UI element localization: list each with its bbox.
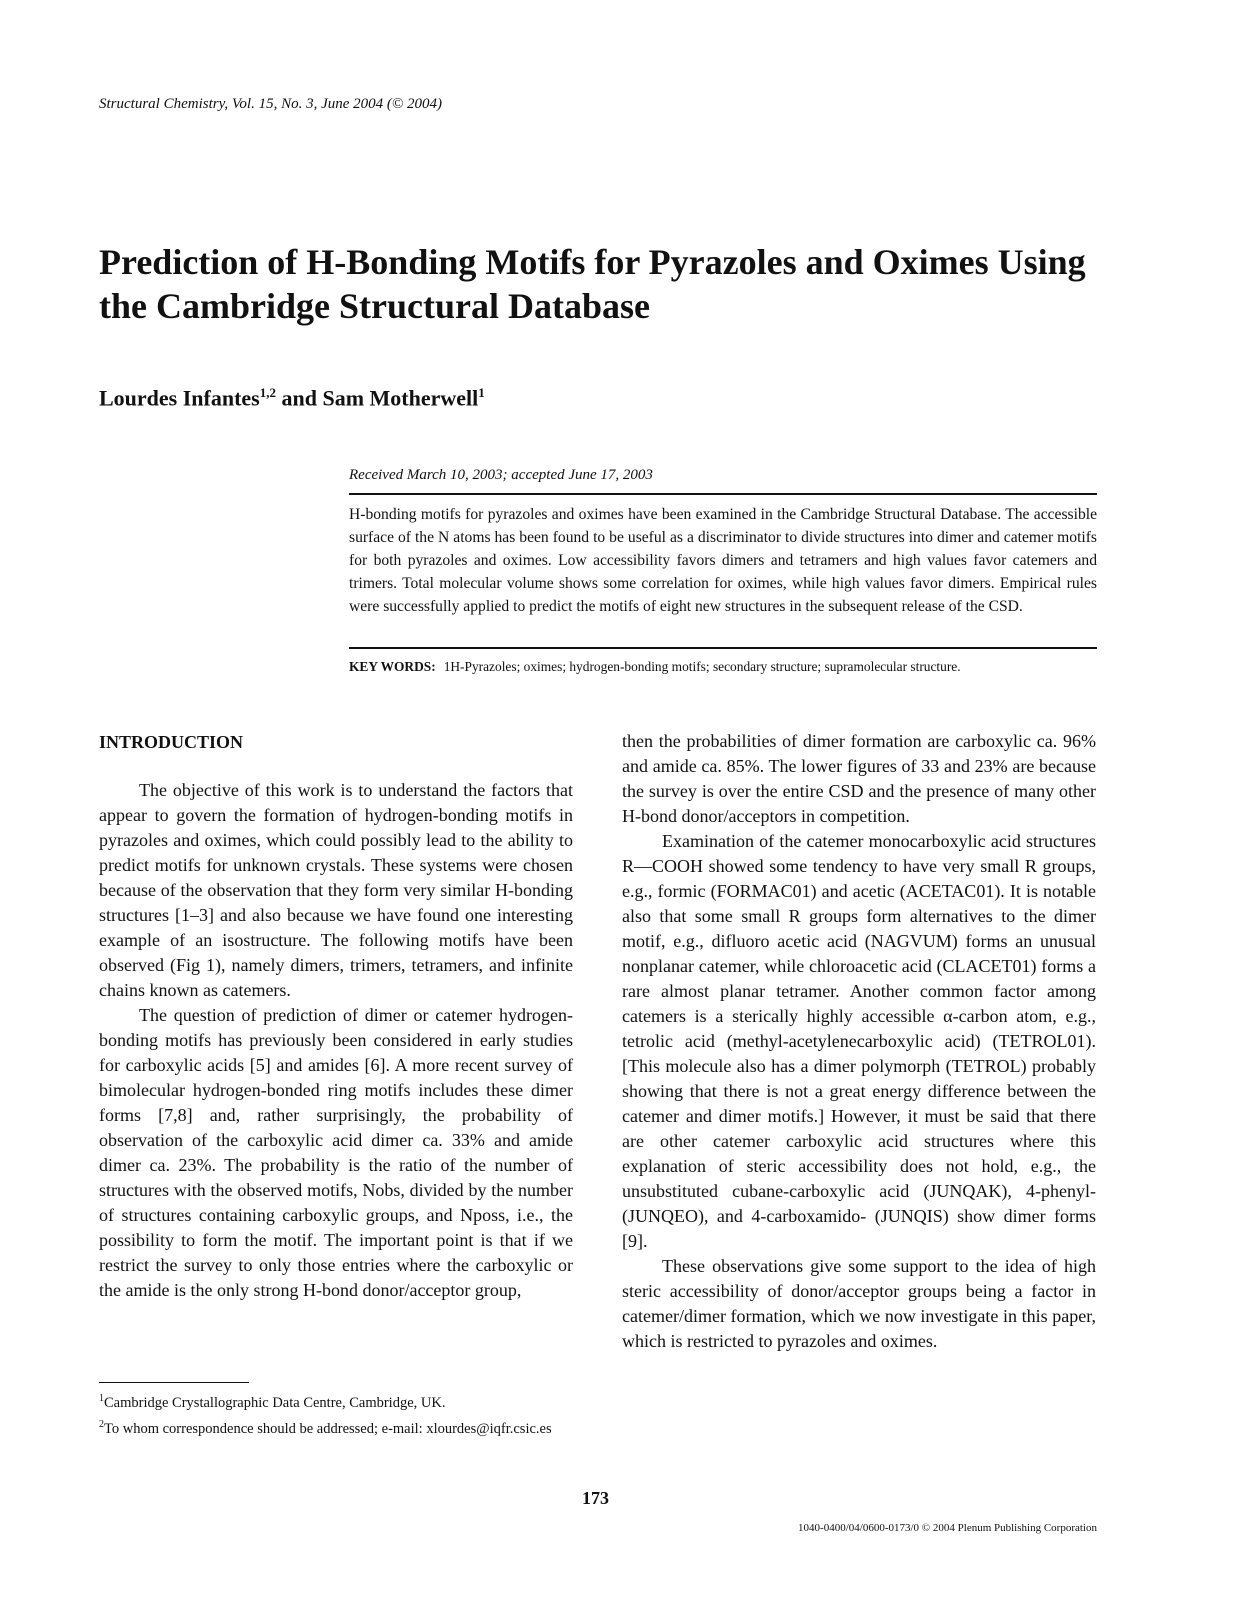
affiliation-mark: 1,2	[259, 385, 276, 400]
author-name: Sam Motherwell	[322, 385, 479, 411]
left-column	[99, 730, 573, 1303]
affiliation-mark: 1	[478, 385, 485, 400]
author-name: Lourdes Infantes	[99, 385, 260, 411]
abstract-bottom-rule	[349, 647, 1097, 649]
abstract-top-rule	[349, 493, 1097, 495]
paragraph: then the probabilities of dimer formation are carboxylic ca. 96% and amide ca. 85%. The lower figures of 33 and 23% are because the survey is over the entire CSD and the presence of many other H-bond donor/acceptors in competition.	[622, 731, 1096, 826]
abstract: H-bonding motifs for pyrazoles and oximes have been examined in the Cambridge Structural Database. The accessible surface of the N atoms has been found to be useful as a discriminator to divide structures into dimer and catemer motifs for both pyrazoles and oximes. Low accessibility favors dimers and tetramers and high values favor catemers and trimers. Total molecular volume shows some correlation for oximes, while high values favor dimers. Empirical rules were successfully applied to predict the motifs of eight new structures in the subsequent release of the CSD.	[349, 506, 1097, 615]
right-column	[622, 729, 1096, 1354]
section-heading: INTRODUCTION	[99, 732, 244, 752]
journal-citation: Structural Chemistry, Vol. 15, No. 3, June 2004 (© 2004)	[99, 96, 443, 112]
keywords-label: KEY WORDS:	[349, 659, 436, 674]
footnote-mark: 1	[99, 1393, 104, 1404]
footnote	[99, 1388, 573, 1414]
footnote-rule	[99, 1382, 249, 1383]
author-line	[99, 385, 485, 411]
paragraph: The question of prediction of dimer or catemer hydrogen-bonding motifs has previously been considered in early studies for carboxylic acids [5] and amides [6]. A more recent survey of bimolecular hydrogen-bonded ring motifs includes these dimer forms [7,8] and, rather surprisingly, the probability of observation of the carboxylic acid dimer ca. 33% and amide dimer ca. 23%. The probability is the ratio of the number of structures with the observed motifs, Nobs, divided by the number of structures containing carboxylic groups, and Nposs, i.e., the possibility to form the motif. The important point is that if we restrict the survey to only those entries where the carboxylic or the amide is the only strong H-bond donor/acceptor group,	[99, 1005, 573, 1300]
paragraph: These observations give some support to the idea of high steric accessibility of donor/acceptor groups being a factor in catemer/dimer formation, which we now investigate in this paper, which is restricted to pyrazoles and oximes.	[622, 1256, 1096, 1351]
footnote-mark: 2	[99, 1418, 104, 1430]
footnote-text: To whom correspondence should be addressed; e-mail: xlourdes@iqfr.csic.es	[104, 1420, 552, 1437]
received-dates: Received March 10, 2003; accepted June 17, 2003	[349, 467, 653, 483]
copyright-line: 1040-0400/04/0600-0173/0 © 2004 Plenum Publishing Corporation	[798, 1522, 1097, 1534]
author-conjunction: and	[276, 385, 323, 411]
keywords-text: 1H-Pyrazoles; oximes; hydrogen-bonding motifs; secondary structure; supramolecular structure.	[443, 659, 961, 674]
article-title: Prediction of H-Bonding Motifs for Pyrazoles and Oximes Using the Cambridge Structural Database	[99, 242, 1086, 326]
paragraph: The objective of this work is to understand the factors that appear to govern the formation of hydrogen-bonding motifs in pyrazoles and oximes, which could possibly lead to the ability to predict motifs for unknown crystals. These systems were chosen because of the observation that they form very similar H-bonding structures [1–3] and also because we have found one interesting example of an isostructure. The following motifs have been observed (Fig 1), namely dimers, trimers, tetramers, and infinite chains known as catemers.	[99, 780, 573, 1000]
page-number: 173	[582, 1488, 609, 1508]
footnotes	[99, 1388, 573, 1440]
keywords	[349, 659, 1097, 675]
footnote	[99, 1414, 573, 1440]
paragraph: Examination of the catemer monocarboxylic acid structures R—COOH showed some tendency to have very small R groups, e.g., formic (FORMAC01) and acetic (ACETAC01). It is notable also that some small R groups form alternatives to the dimer motif, e.g., difluoro acetic acid (NAGVUM) forms an unusual nonplanar catemer, while chloroacetic acid (CLACET01) forms a rare almost planar tetramer. Another common factor among catemers is a sterically highly accessible α-carbon atom, e.g., tetrolic acid (methyl-acetylenecarboxylic acid) (TETROL01). [This molecule also has a dimer polymorph (TETROL) probably showing that there is not a great energy difference between the catemer and dimer motifs.] However, it must be said that there are other catemer carboxylic acid structures where this explanation of steric accessibility does not hold, e.g., the unsubstituted cubane-carboxylic acid (JUNQAK), 4-phenyl- (JUNQEO), and 4-carboxamido- (JUNQIS) show dimer forms [9].	[622, 831, 1096, 1251]
footnote-text: Cambridge Crystallographic Data Centre, Cambridge, UK.	[104, 1394, 446, 1411]
